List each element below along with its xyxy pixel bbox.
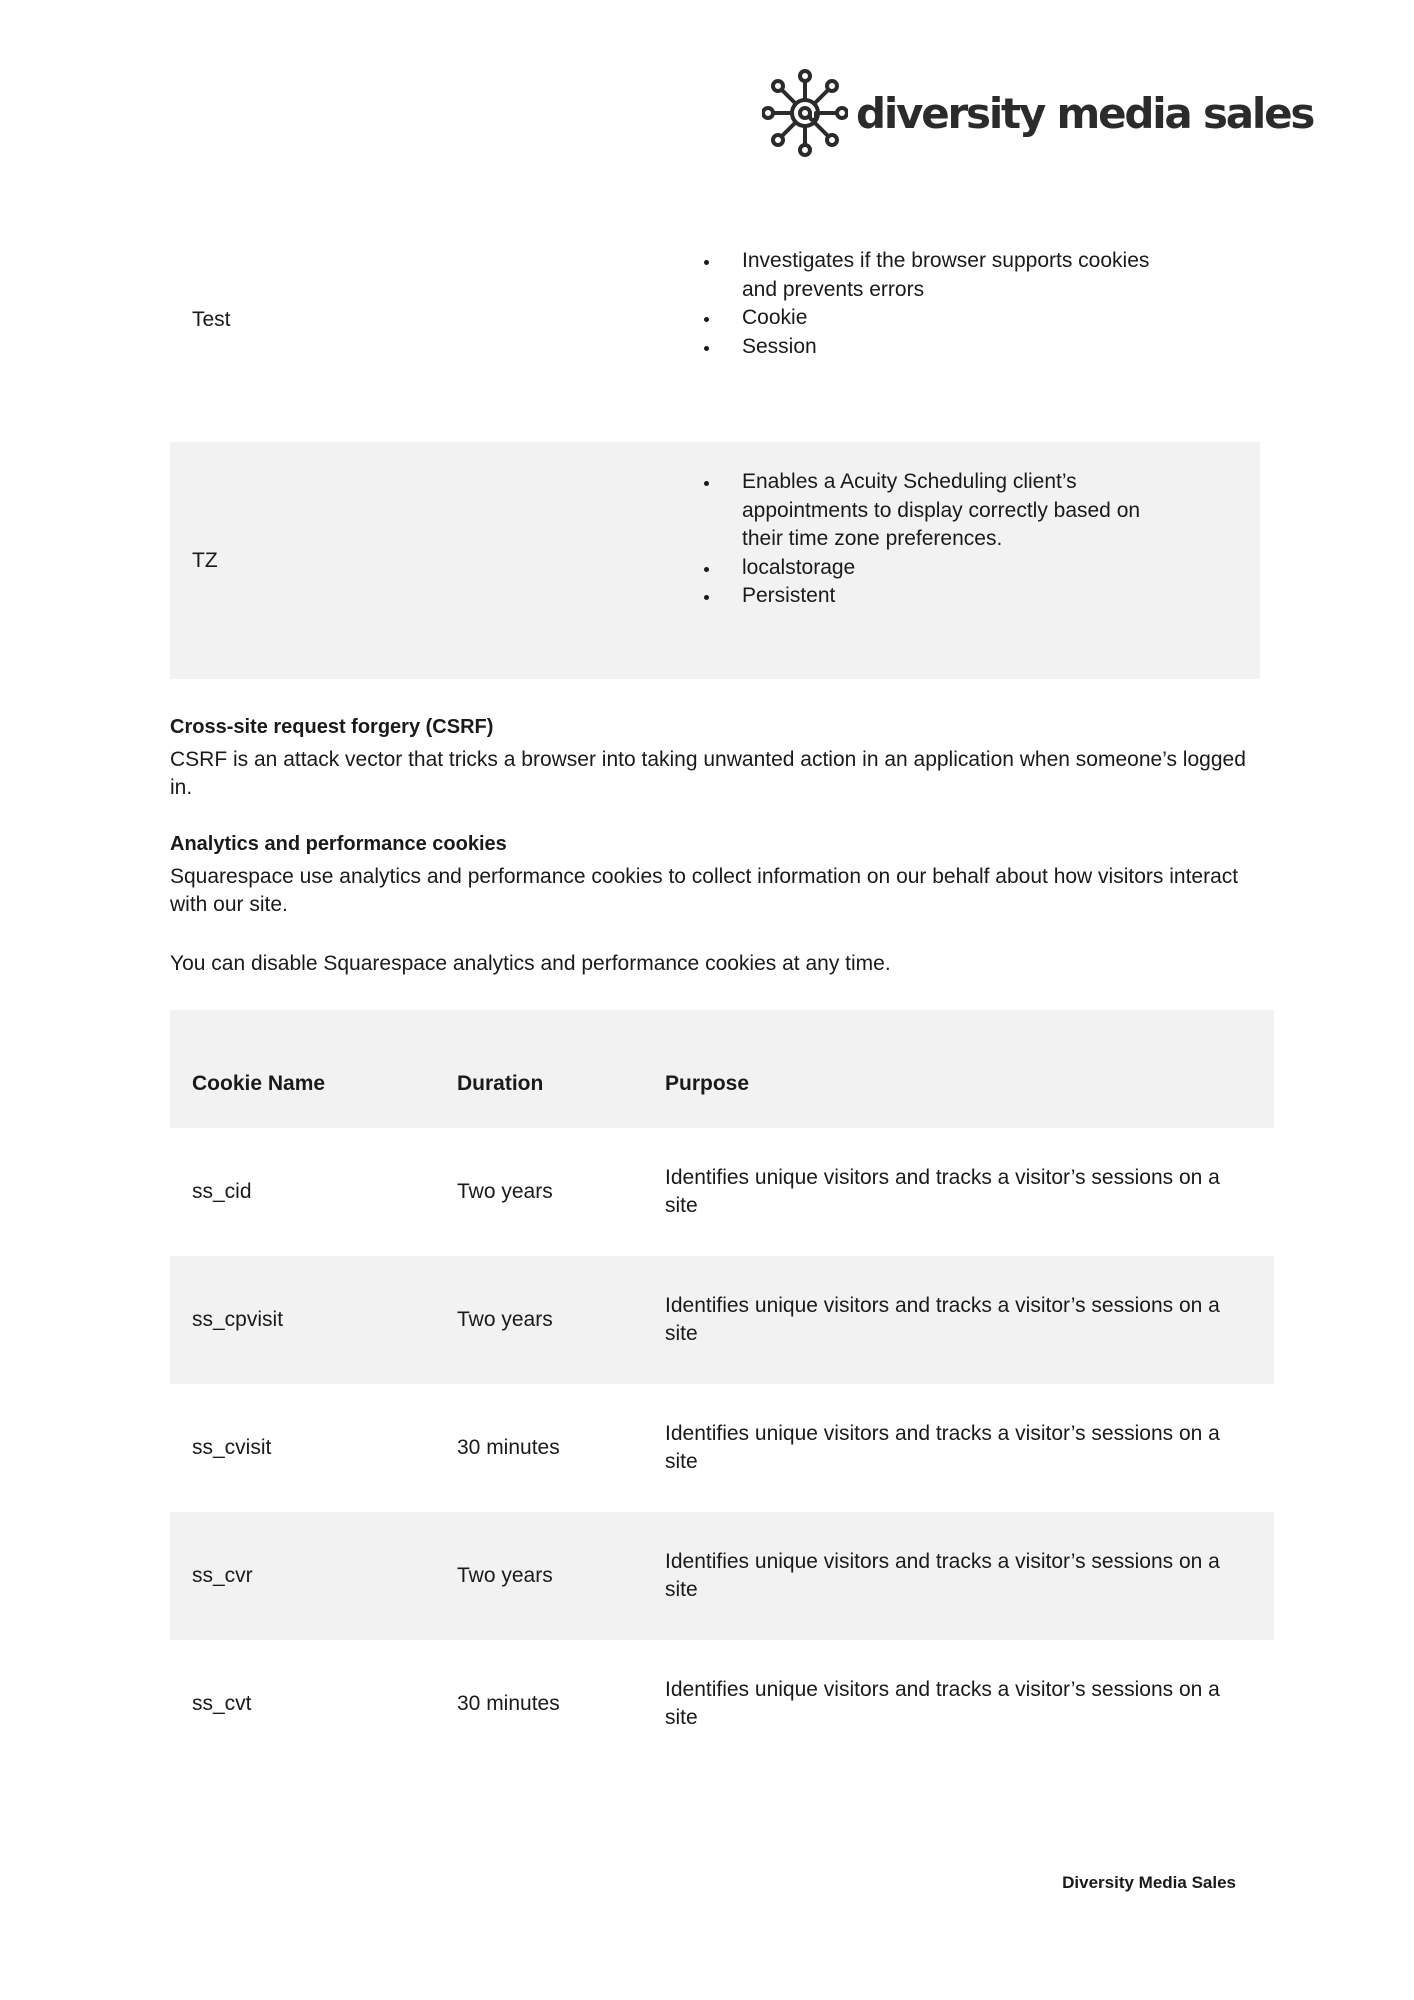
bullet-list: [680, 468, 1172, 611]
table-header-row: [170, 1010, 1274, 1128]
duration-cell: Two years: [457, 1307, 553, 1331]
table-row: [170, 1128, 1274, 1256]
analytics-cookie-table: [170, 1010, 1274, 1768]
table-row: [170, 442, 1260, 679]
company-logo: [762, 66, 1314, 160]
section-heading: Cross-site request forgery (CSRF): [170, 716, 494, 738]
table-row: [170, 1640, 1274, 1768]
duration-cell: Two years: [457, 1563, 553, 1587]
purpose-cell: Identifies unique visitors and tracks a visitor’s sessions on a site: [665, 1421, 1220, 1473]
duration-cell: 30 minutes: [457, 1435, 560, 1459]
duration-cell: Two years: [457, 1179, 553, 1203]
cookie-name-cell: ss_cid: [192, 1179, 252, 1203]
duration-cell: 30 minutes: [457, 1691, 560, 1715]
page-footer: Diversity Media Sales: [1062, 1873, 1236, 1892]
bullet-list: [680, 247, 1172, 361]
table-row: [170, 1384, 1274, 1512]
logo-wordmark: diversity media sales: [856, 88, 1314, 138]
table-row: [170, 1256, 1274, 1384]
cookie-name-cell: ss_cvt: [192, 1691, 252, 1715]
column-header-purpose: Purpose: [665, 1071, 750, 1095]
purpose-cell: Identifies unique visitors and tracks a visitor’s sessions on a site: [665, 1549, 1220, 1601]
section-body: CSRF is an attack vector that tricks a browser into taking unwanted action in an application when someone’s logged in.: [170, 747, 1246, 799]
analytics-section: [170, 830, 1250, 920]
list-item: Session: [742, 333, 1172, 362]
list-item: Enables a Acuity Scheduling client’s appointments to display correctly based on their time zone preferences.: [742, 468, 1172, 554]
cookie-name-cell: ss_cpvisit: [192, 1307, 284, 1331]
section-body: You can disable Squarespace analytics and performance cookies at any time.: [170, 952, 891, 975]
list-item: Investigates if the browser supports cookies and prevents errors: [742, 247, 1172, 304]
purpose-cell: Identifies unique visitors and tracks a visitor’s sessions on a site: [665, 1677, 1220, 1729]
table-row: [170, 222, 1260, 418]
table-row: [170, 1512, 1274, 1640]
csrf-section: [170, 713, 1250, 803]
cookie-description-cell: [680, 442, 1260, 679]
section-body: Squarespace use analytics and performance cookies to collect information on our behalf about how visitors interact with our site.: [170, 864, 1239, 916]
row-divider: [170, 418, 1260, 442]
disable-note: [170, 950, 1250, 979]
network-hub-icon: [762, 67, 848, 159]
cookie-name-cell: Test: [192, 308, 231, 331]
cookie-description-cell: [680, 222, 1260, 418]
cookie-name-cell: TZ: [192, 548, 218, 572]
list-item: Persistent: [742, 582, 1172, 611]
section-heading: Analytics and performance cookies: [170, 833, 507, 855]
list-item: Cookie: [742, 304, 1172, 333]
purpose-cell: Identifies unique visitors and tracks a visitor’s sessions on a site: [665, 1165, 1220, 1217]
cookie-name-cell: ss_cvr: [192, 1563, 253, 1587]
cookie-name-cell: ss_cvisit: [192, 1435, 272, 1459]
column-header-duration: Duration: [457, 1071, 544, 1095]
purpose-cell: Identifies unique visitors and tracks a visitor’s sessions on a site: [665, 1293, 1220, 1345]
column-header-cookie-name: Cookie Name: [192, 1071, 326, 1095]
list-item: localstorage: [742, 554, 1172, 583]
cookie-detail-table: [170, 222, 1260, 679]
